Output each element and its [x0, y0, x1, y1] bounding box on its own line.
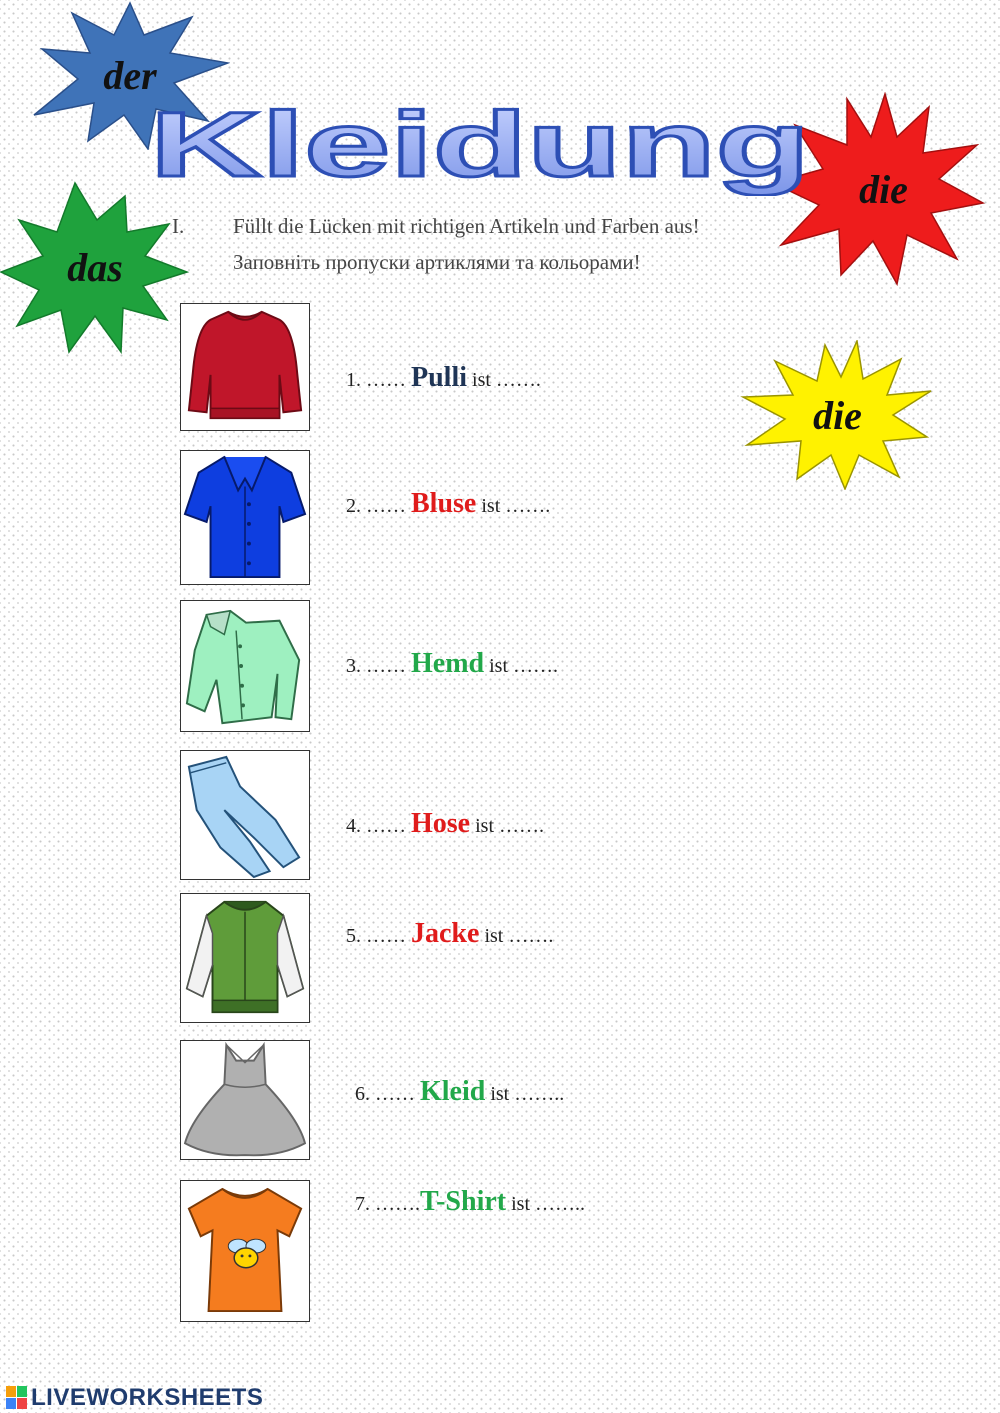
trousers-image [180, 750, 310, 880]
shirt-image [180, 600, 310, 732]
sentence-2 [346, 488, 550, 520]
jacket-image [180, 893, 310, 1023]
blouse-image [180, 450, 310, 585]
sentence-6-prefix: 6. …… [355, 1083, 420, 1105]
sentence-1 [346, 362, 541, 394]
sentence-5-suffix: ist ……. [479, 925, 554, 947]
sentence-4-suffix: ist ……. [470, 815, 545, 837]
sentence-1-suffix: ist ……. [467, 369, 541, 391]
liveworksheets-brand: LIVEWORKSHEETS [31, 1384, 264, 1411]
instruction-number: I. [172, 214, 185, 238]
sentence-5 [346, 918, 553, 950]
sentence-3-noun: Hemd [411, 648, 485, 679]
instruction-ukrainian: Заповніть пропуски артиклями та кольорами! [233, 250, 641, 274]
liveworksheets-badge-icon [6, 1386, 28, 1410]
die-red-label: die [859, 167, 908, 212]
sentence-3 [346, 648, 558, 680]
title-text: Kleidung [150, 96, 810, 196]
sentence-7-prefix: 7. ……. [355, 1193, 420, 1215]
sentence-1-noun: Pulli [411, 362, 468, 393]
die-yellow-starburst [740, 340, 935, 490]
sentence-6 [355, 1076, 564, 1108]
sentence-2-noun: Bluse [411, 488, 477, 519]
das-starburst [0, 180, 190, 355]
sentence-3-suffix: ist ……. [484, 655, 559, 677]
sentence-5-noun: Jacke [411, 918, 480, 949]
sentence-5-prefix: 5. …… [346, 925, 411, 947]
sentence-1-prefix: 1. …… [346, 369, 411, 391]
der-label: der [103, 52, 157, 98]
sentence-7-noun: T-Shirt [420, 1186, 507, 1217]
sentence-7 [355, 1186, 585, 1218]
sentence-7-suffix: ist …….. [506, 1193, 586, 1215]
sentence-4-noun: Hose [411, 808, 471, 839]
sentence-4-prefix: 4. …… [346, 815, 411, 837]
sentence-6-suffix: ist …….. [485, 1083, 565, 1105]
sentence-6-noun: Kleid [420, 1076, 486, 1107]
das-label: das [67, 245, 123, 290]
liveworksheets-logo[interactable] [6, 1384, 263, 1412]
instruction-german: Füllt die Lücken mit richtigen Artikeln und Farben aus! [233, 214, 700, 238]
sentence-2-prefix: 2. …… [346, 495, 411, 517]
tshirt-image [180, 1180, 310, 1322]
die-yellow-label: die [813, 392, 862, 438]
dress-image [180, 1040, 310, 1160]
sentence-2-suffix: ist ……. [476, 495, 551, 517]
sentence-4 [346, 808, 544, 840]
sentence-3-prefix: 3. …… [346, 655, 411, 677]
die-red-starburst [770, 92, 985, 287]
der-starburst [30, 0, 230, 150]
